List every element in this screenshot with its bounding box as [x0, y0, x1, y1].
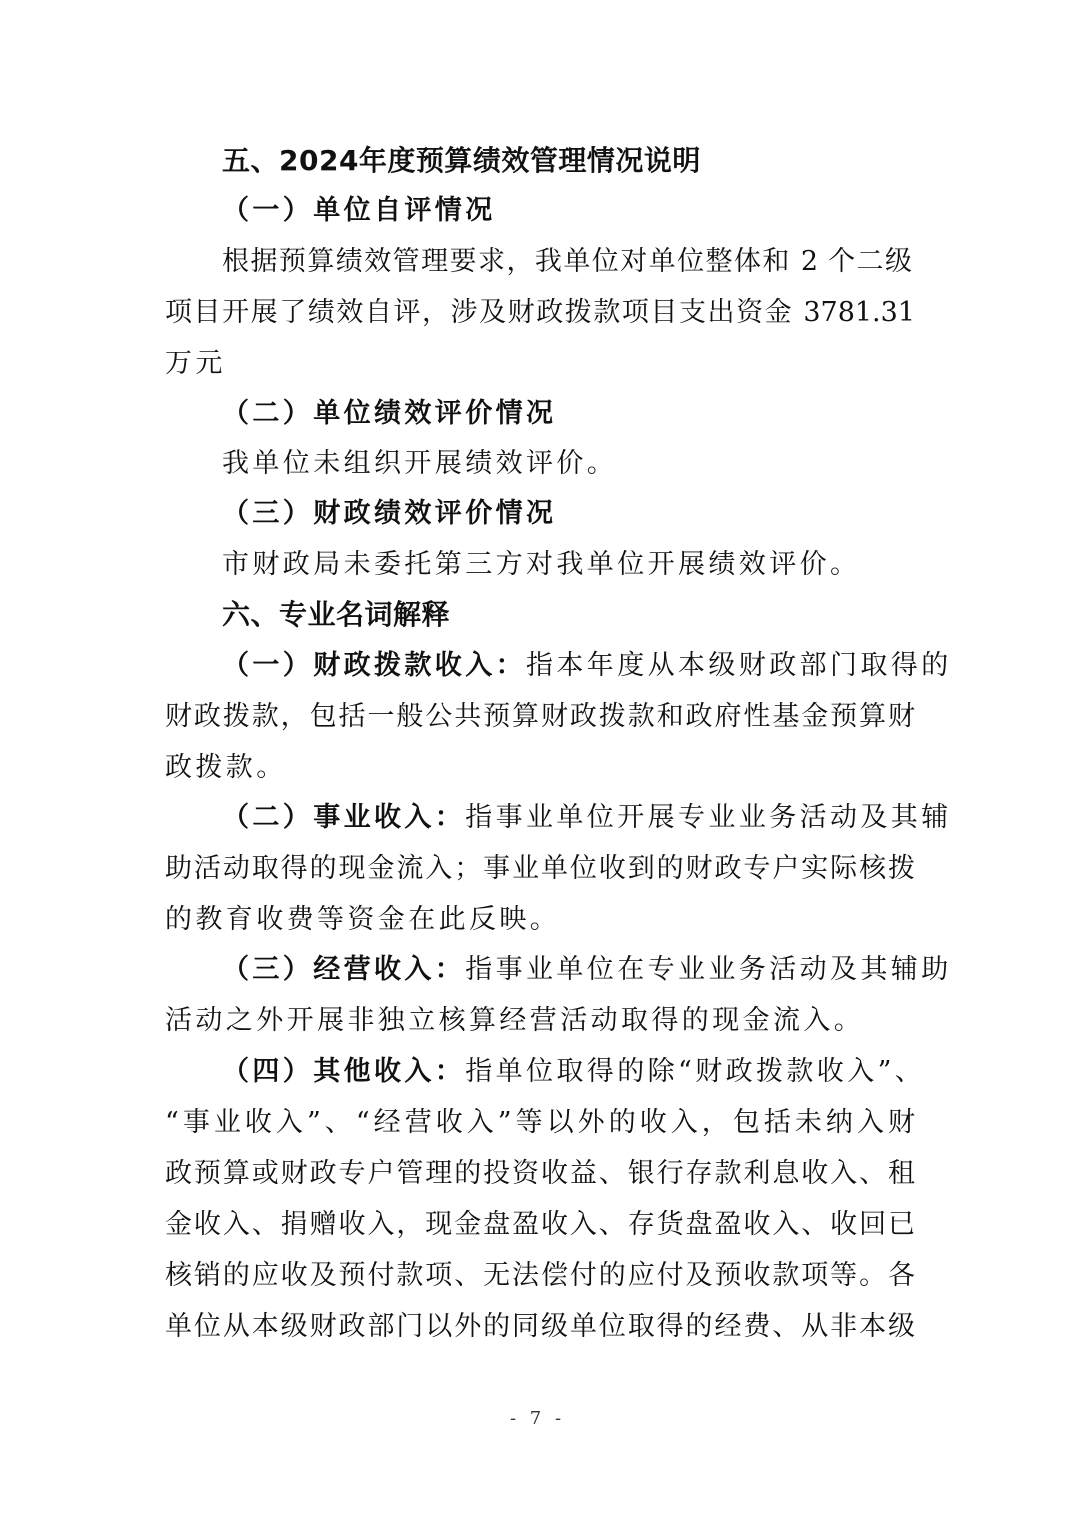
section-heading-terms: 六、专业名词解释	[222, 598, 451, 631]
paragraph-line: 市财政局未委托第三方对我单位开展绩效评价。	[222, 549, 861, 580]
paragraph-line: 我单位未组织开展绩效评价。	[222, 448, 618, 479]
paragraph-line: 金收入、捐赠收入，现金盘盈收入、存货盘盈收入、收回已	[165, 1209, 915, 1240]
term-definition: 指单位取得的除“财政拨款收入”、	[465, 1056, 926, 1087]
paragraph-line: 政预算或财政专户管理的投资收益、银行存款利息收入、租	[165, 1158, 915, 1189]
term-other-income	[222, 1054, 972, 1090]
subheading-self-evaluation: （一）单位自评情况	[222, 195, 496, 226]
term-definition: 指事业单位开展专业业务活动及其辅	[465, 802, 952, 833]
term-definition: 指本年度从本级财政部门取得的	[526, 650, 952, 681]
paragraph-line: 万元	[165, 348, 226, 379]
term-label: （四）其他收入：	[222, 1056, 466, 1087]
term-label: （二）事业收入：	[222, 802, 466, 833]
paragraph-line: 单位从本级财政部门以外的同级单位取得的经费、从非本级	[165, 1311, 915, 1342]
term-fiscal-appropriation	[222, 648, 972, 684]
subheading-finance-evaluation: （三）财政绩效评价情况	[222, 498, 557, 529]
paragraph-line: 根据预算绩效管理要求，我单位对单位整体和 2 个二级	[222, 246, 912, 277]
term-label: （一）财政拨款收入：	[222, 650, 526, 681]
paragraph-line: 政拨款。	[165, 752, 287, 783]
paragraph-line: 项目开展了绩效自评，涉及财政拨款项目支出资金 3781.31	[165, 297, 915, 328]
section-heading-budget-performance: 五、2024年度预算绩效管理情况说明	[222, 144, 701, 177]
paragraph-line: 活动之外开展非独立核算经营活动取得的现金流入。	[165, 1005, 865, 1036]
term-label: （三）经营收入：	[222, 954, 466, 985]
paragraph-line: 的教育收费等资金在此反映。	[165, 904, 561, 935]
paragraph-line: 核销的应收及预付款项、无法偿付的应付及预收款项等。各	[165, 1260, 915, 1291]
term-business-income	[222, 800, 972, 836]
paragraph-line: “事业收入”、“经营收入”等以外的收入，包括未纳入财	[165, 1107, 915, 1138]
paragraph-line: 财政拨款，包括一般公共预算财政拨款和政府性基金预算财	[165, 701, 915, 732]
page-number: - 7 -	[509, 1408, 566, 1429]
paragraph-line: 助活动取得的现金流入；事业单位收到的财政专户实际核拨	[165, 853, 915, 884]
term-definition: 指事业单位在专业业务活动及其辅助	[465, 954, 952, 985]
subheading-unit-evaluation: （二）单位绩效评价情况	[222, 398, 557, 429]
term-operating-income	[222, 952, 972, 988]
